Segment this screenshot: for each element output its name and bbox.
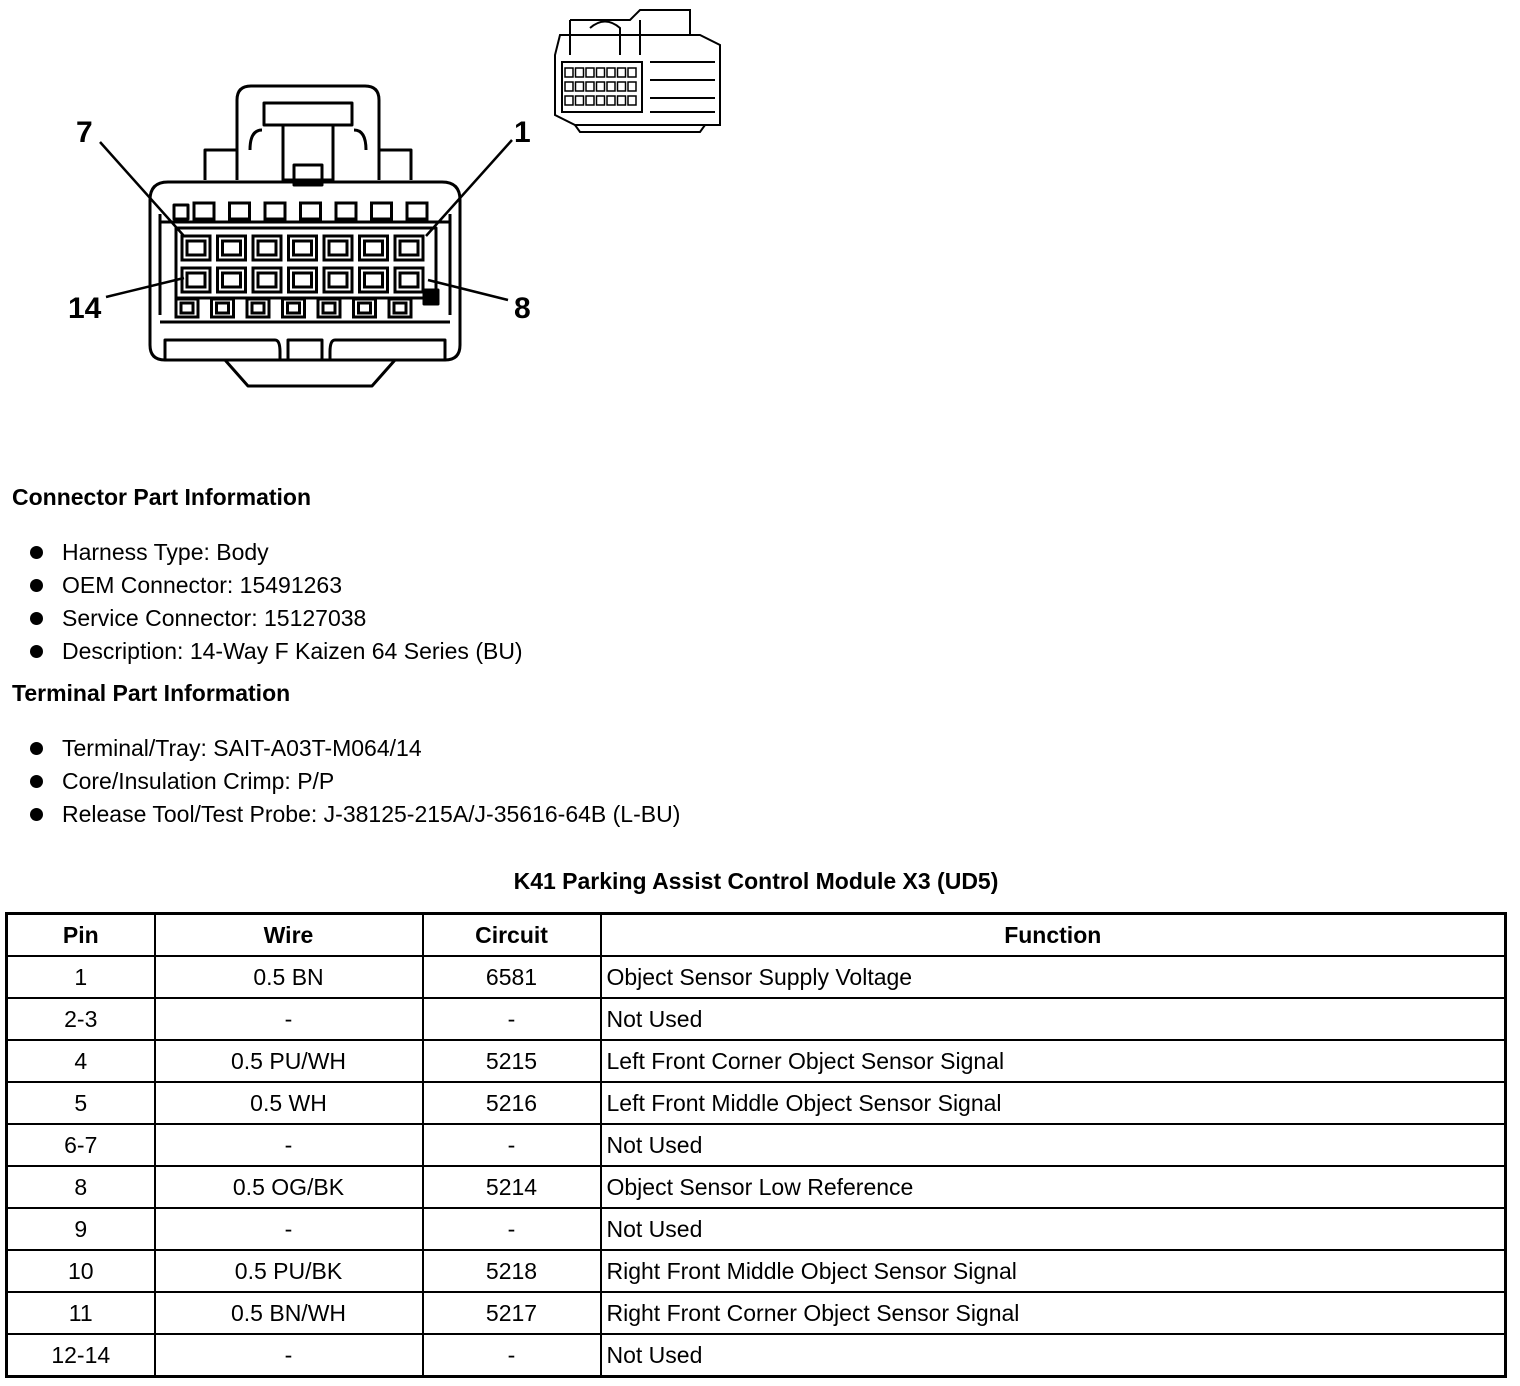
pin-cell: 12-14 bbox=[7, 1334, 155, 1377]
table-header-row bbox=[7, 914, 1506, 957]
function-cell: Not Used bbox=[601, 1208, 1506, 1250]
wire-cell: 0.5 BN/WH bbox=[155, 1292, 423, 1334]
list-item: Description: 14-Way F Kaizen 64 Series (BU) bbox=[28, 635, 523, 668]
column-header-wire: Wire bbox=[155, 914, 423, 957]
pin-cell: 10 bbox=[7, 1250, 155, 1292]
connector-isometric-view bbox=[555, 10, 720, 132]
table-row bbox=[7, 1208, 1506, 1250]
bullet-icon bbox=[30, 645, 43, 658]
table-row bbox=[7, 956, 1506, 998]
callout-pin-14: 14 bbox=[68, 292, 102, 325]
function-cell: Right Front Middle Object Sensor Signal bbox=[601, 1250, 1506, 1292]
pin-grid bbox=[176, 203, 427, 317]
function-cell: Not Used bbox=[601, 1334, 1506, 1377]
table-row bbox=[7, 998, 1506, 1040]
wire-cell: 0.5 BN bbox=[155, 956, 423, 998]
function-cell: Left Front Corner Object Sensor Signal bbox=[601, 1040, 1506, 1082]
key-slot bbox=[265, 203, 285, 219]
callout-pin-1: 1 bbox=[514, 116, 531, 149]
wire-cell: - bbox=[155, 998, 423, 1040]
column-header-function: Function bbox=[601, 914, 1506, 957]
circuit-cell: 6581 bbox=[423, 956, 601, 998]
key-slot bbox=[372, 203, 392, 219]
table-row bbox=[7, 1166, 1506, 1208]
function-cell: Object Sensor Low Reference bbox=[601, 1166, 1506, 1208]
wire-cell: 0.5 WH bbox=[155, 1082, 423, 1124]
bullet-icon bbox=[30, 742, 43, 755]
table-row bbox=[7, 1292, 1506, 1334]
pin-cell: 8 bbox=[7, 1166, 155, 1208]
list-item: Harness Type: Body bbox=[28, 536, 523, 569]
wire-cell: 0.5 PU/BK bbox=[155, 1250, 423, 1292]
list-item: Service Connector: 15127038 bbox=[28, 602, 523, 635]
terminal-info-list bbox=[28, 732, 680, 831]
list-item: Terminal/Tray: SAIT-A03T-M064/14 bbox=[28, 732, 680, 765]
circuit-cell: - bbox=[423, 1208, 601, 1250]
list-item: OEM Connector: 15491263 bbox=[28, 569, 523, 602]
list-item: Core/Insulation Crimp: P/P bbox=[28, 765, 680, 798]
bullet-icon bbox=[30, 579, 43, 592]
pin-cell: 1 bbox=[7, 956, 155, 998]
table-row bbox=[7, 1040, 1506, 1082]
bullet-icon bbox=[30, 808, 43, 821]
function-cell: Right Front Corner Object Sensor Signal bbox=[601, 1292, 1506, 1334]
wire-cell: 0.5 PU/WH bbox=[155, 1040, 423, 1082]
circuit-cell: 5218 bbox=[423, 1250, 601, 1292]
table-row bbox=[7, 1124, 1506, 1166]
terminal-info-heading: Terminal Part Information bbox=[12, 680, 291, 706]
table-row bbox=[7, 1334, 1506, 1377]
pin-cell: 2-3 bbox=[7, 998, 155, 1040]
bullet-icon bbox=[30, 546, 43, 559]
function-cell: Left Front Middle Object Sensor Signal bbox=[601, 1082, 1506, 1124]
wire-cell: - bbox=[155, 1124, 423, 1166]
table-row bbox=[7, 1250, 1506, 1292]
key-slot bbox=[301, 203, 321, 219]
list-item: Release Tool/Test Probe: J-38125-215A/J-35616-64B (L-BU) bbox=[28, 798, 680, 831]
column-header-circuit: Circuit bbox=[423, 914, 601, 957]
connector-info-list bbox=[28, 536, 523, 668]
connector-diagram bbox=[0, 0, 760, 420]
bullet-icon bbox=[30, 775, 43, 788]
pinout-table bbox=[5, 912, 1507, 1378]
circuit-cell: - bbox=[423, 1334, 601, 1377]
key-slot bbox=[407, 203, 427, 219]
callout-pin-8: 8 bbox=[514, 292, 531, 325]
callout-pin-7: 7 bbox=[76, 116, 93, 149]
circuit-cell: 5215 bbox=[423, 1040, 601, 1082]
key-slot bbox=[336, 203, 356, 219]
connector-info-heading: Connector Part Information bbox=[12, 484, 312, 510]
circuit-cell: 5217 bbox=[423, 1292, 601, 1334]
function-cell: Not Used bbox=[601, 1124, 1506, 1166]
pin-cell: 4 bbox=[7, 1040, 155, 1082]
pin-cell: 11 bbox=[7, 1292, 155, 1334]
table-row bbox=[7, 1082, 1506, 1124]
function-cell: Not Used bbox=[601, 998, 1506, 1040]
circuit-cell: - bbox=[423, 998, 601, 1040]
function-cell: Object Sensor Supply Voltage bbox=[601, 956, 1506, 998]
key-slot bbox=[194, 203, 214, 219]
bullet-icon bbox=[30, 612, 43, 625]
key-slot bbox=[230, 203, 250, 219]
pin-cell: 9 bbox=[7, 1208, 155, 1250]
circuit-cell: - bbox=[423, 1124, 601, 1166]
column-header-pin: Pin bbox=[7, 914, 155, 957]
circuit-cell: 5216 bbox=[423, 1082, 601, 1124]
pin-cell: 6-7 bbox=[7, 1124, 155, 1166]
wire-cell: 0.5 OG/BK bbox=[155, 1166, 423, 1208]
wire-cell: - bbox=[155, 1334, 423, 1377]
table-title: K41 Parking Assist Control Module X3 (UD5) bbox=[513, 868, 999, 894]
wire-cell: - bbox=[155, 1208, 423, 1250]
circuit-cell: 5214 bbox=[423, 1166, 601, 1208]
pin-cell: 5 bbox=[7, 1082, 155, 1124]
